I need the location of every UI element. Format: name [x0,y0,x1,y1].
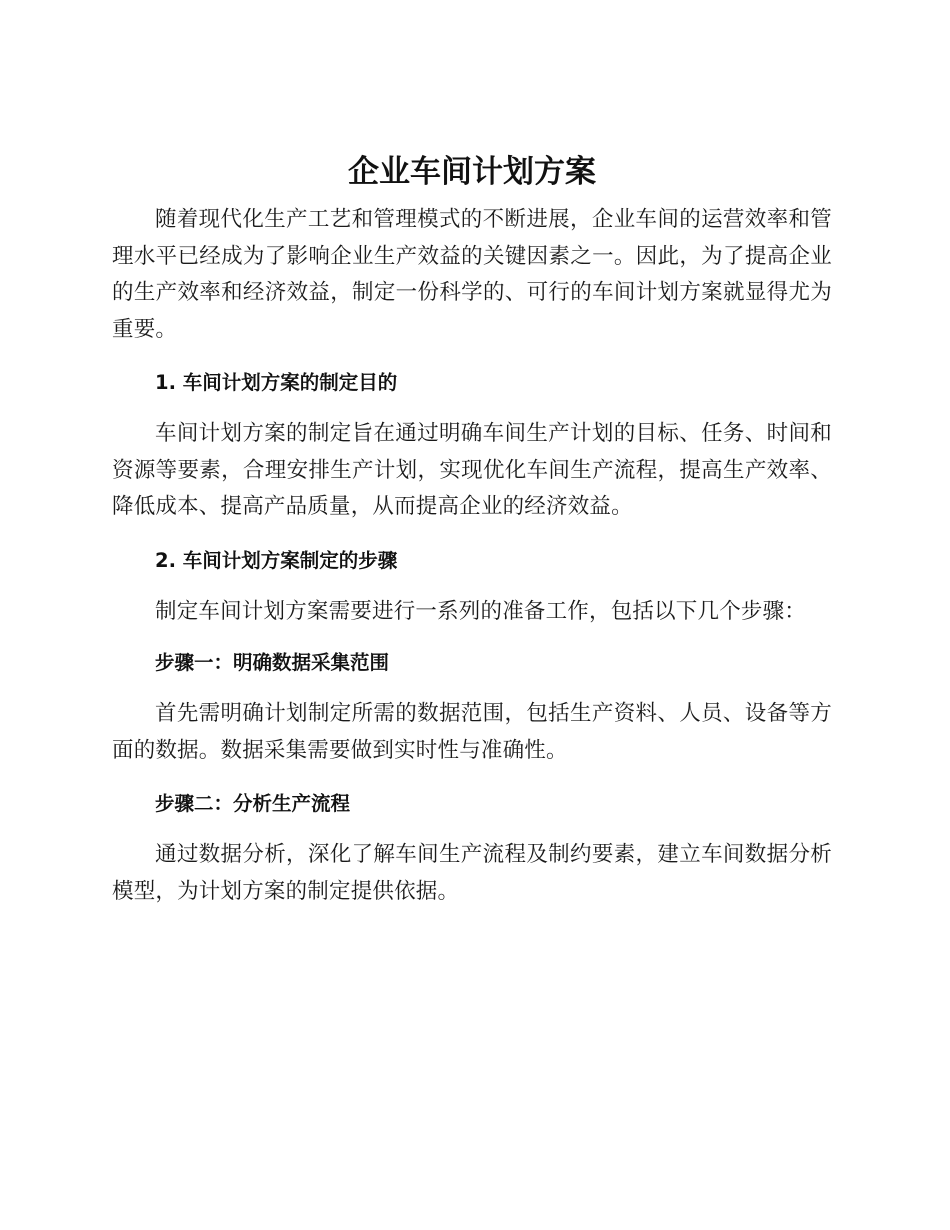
step1-paragraph: 首先需明确计划制定所需的数据范围，包括生产资料、人员、设备等方面的数据。数据采集需要做到实时性与准确性。 [112,701,832,763]
step2-paragraph: 通过数据分析，深化了解车间生产流程及制约要素，建立车间数据分析模型，为计划方案的制定提供依据。 [112,842,832,904]
step1-heading: 步骤一：明确数据采集范围 [155,651,390,674]
document-page [112,146,832,910]
section2-heading: 2. 车间计划方案制定的步骤 [155,548,398,572]
section1-paragraph: 车间计划方案的制定旨在通过明确车间生产计划的目标、任务、时间和资源等要素，合理安排生产计划，实现优化车间生产流程，提高生产效率、降低成本、提高产品质量，从而提高企业的经济效益。 [112,421,832,519]
intro-paragraph: 随着现代化生产工艺和管理模式的不断进展，企业车间的运营效率和管理水平已经成为了影响企业生产效益的关键因素之一。因此，为了提高企业的生产效率和经济效益，制定一份科学的、可行的车间计划方案就显得尤为重要。 [112,207,832,342]
document-title: 企业车间计划方案 [348,154,596,190]
section1-heading: 1. 车间计划方案的制定目的 [155,371,398,394]
section2-paragraph: 制定车间计划方案需要进行一系列的准备工作，包括以下几个步骤： [155,598,807,624]
step2-heading: 步骤二：分析生产流程 [155,792,351,815]
